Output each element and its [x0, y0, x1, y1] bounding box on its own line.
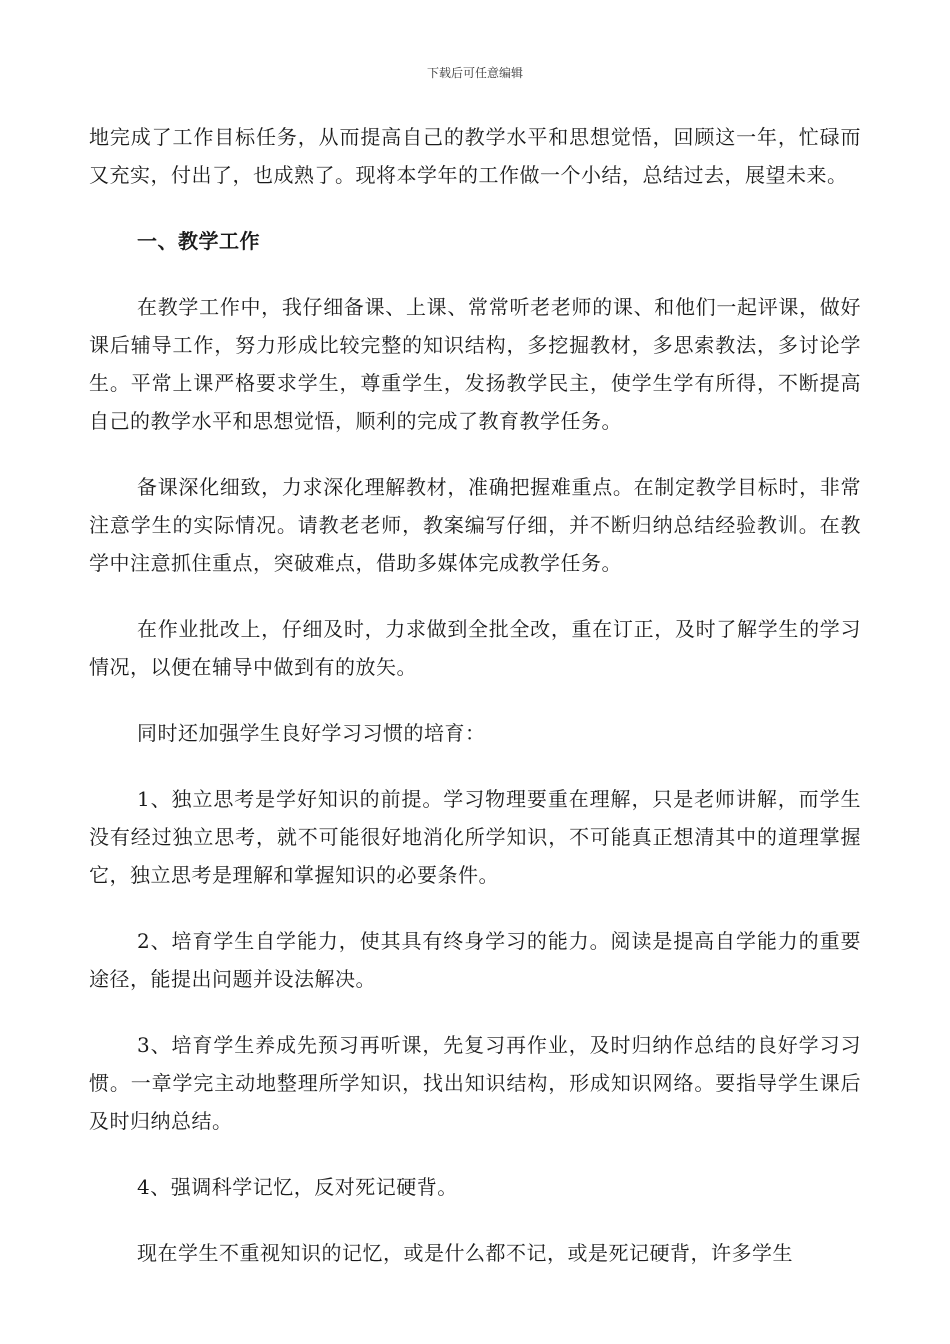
list-item-independent-thinking: 1、独立思考是学好知识的前提。学习物理要重在理解，只是老师讲解，而学生没有经过独立思考，就不可能很好地消化所学知识，不可能真正想清其中的道理掌握它，独立思考是理解和掌握知识的必要条件。	[89, 787, 861, 887]
paragraph-lesson-preparation: 备课深化细致，力求深化理解教材，准确把握难重点。在制定教学目标时，非常注意学生的实际情况。请教老老师，教案编写仔细，并不断归纳总结经验教训。在教学中注意抓住重点，突破难点，借助多媒体完成教学任务。	[89, 475, 861, 575]
section-heading-teaching-work: 一、教学工作	[137, 229, 260, 253]
page-header: 下载后可任意编辑	[426, 66, 523, 80]
paragraph-study-habits-intro: 同时还加强学生良好学习习惯的培育：	[137, 721, 486, 745]
list-item-preview-review: 3、培育学生养成先预习再听课，先复习再作业，及时归纳作总结的良好学习习惯。一章学完主动地整理所学知识，找出知识结构，形成知识网络。要指导学生课后及时归纳总结。	[89, 1033, 861, 1133]
list-item-scientific-memory: 4、强调科学记忆，反对死记硬背。	[137, 1175, 458, 1199]
paragraph-continuation: 地完成了工作目标任务，从而提高自己的教学水平和思想觉悟，回顾这一年，忙碌而又充实，付出了，也成熟了。现将本学年的工作做一个小结，总结过去，展望未来。	[89, 125, 861, 187]
list-item-self-study: 2、培育学生自学能力，使其具有终身学习的能力。阅读是提高自学能力的重要途径，能提出问题并设法解决。	[89, 929, 861, 991]
document-body	[89, 118, 861, 1272]
paragraph-teaching-overview: 在教学工作中，我仔细备课、上课、常常听老老师的课、和他们一起评课，做好课后辅导工作，努力形成比较完整的知识结构，多挖掘教材，多思索教法，多讨论学生。平常上课严格要求学生，尊重学生，发扬教学民主，使学生学有所得，不断提高自己的教学水平和思想觉悟，顺利的完成了教育教学任务。	[89, 295, 861, 433]
paragraph-memory-issue: 现在学生不重视知识的记忆，或是什么都不记，或是死记硬背，许多学生	[137, 1241, 793, 1265]
paragraph-homework-grading: 在作业批改上，仔细及时，力求做到全批全改，重在订正，及时了解学生的学习情况，以便在辅导中做到有的放矢。	[89, 617, 861, 679]
